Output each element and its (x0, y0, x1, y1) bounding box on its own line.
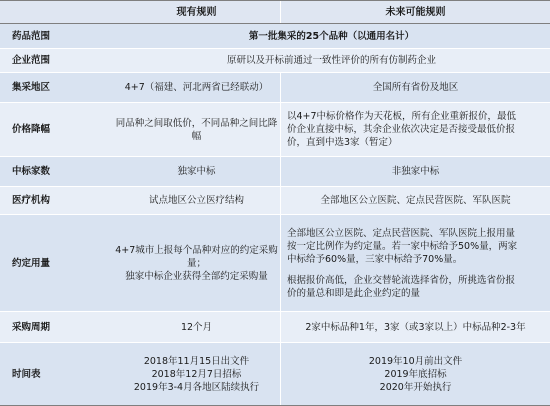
text-line: 4+7城市上报每个品种对应的约定采购量； (115, 244, 278, 269)
row-label: 药品范围 (0, 24, 113, 48)
header-empty-cell (0, 1, 113, 23)
text-line: 中标给予60%量，三家中标给予70%量。 (287, 253, 463, 265)
text-line: 2018年12月7日招标 (151, 368, 242, 380)
table-row (0, 73, 550, 102)
table-row (0, 187, 550, 214)
row-label: 医疗机构 (0, 187, 113, 214)
current-cell: 12个月 (113, 312, 281, 342)
row-label: 时间表 (0, 343, 113, 405)
future-cell (281, 343, 550, 405)
text-line: 2019年10月前出文件 (368, 355, 463, 367)
table-row (0, 24, 550, 48)
future-cell (281, 103, 550, 156)
text-line: 价，直到中选3家（暂定） (287, 137, 398, 148)
current-cell: 4+7（福建、河北两省已经联动） (113, 73, 281, 102)
row-label: 企业范围 (0, 49, 113, 72)
row-label: 采购周期 (0, 312, 113, 342)
text-line: 全部地区公立医院、定点民营医院、军队医院上报用量 (287, 227, 516, 239)
future-cell: 全部地区公立医院、定点民营医院、军队医院 (281, 187, 550, 214)
table-header-row (0, 1, 550, 23)
row-label: 集采地区 (0, 73, 113, 102)
merged-cell: 第一批集采的25个品种（以通用名计） (113, 24, 550, 48)
table-row (0, 157, 550, 186)
table-row (0, 215, 550, 311)
text-line: 独家中标企业获得全部约定采购量 (125, 270, 268, 282)
current-cell: 独家中标 (113, 157, 281, 186)
text-line: 按一定比例作为约定量。若一家中标给予50%量，两家 (287, 240, 518, 252)
text-line: 2018年11月15日出文件 (143, 355, 250, 367)
text-line: 价的量总和即是此企业约定的量 (287, 287, 421, 299)
text-line: 价企业直接中标，其余企业依次决定是否接受最低价报 (287, 124, 516, 135)
current-cell: 试点地区公立医疗结构 (113, 187, 281, 214)
table-row (0, 103, 550, 156)
text-line: 2020年开始执行 (379, 381, 452, 393)
future-cell: 2家中标品种1年，3家（或3家以上）中标品种2-3年 (281, 312, 550, 342)
table-row (0, 312, 550, 342)
text-line: 2019年3-4月各地区陆续执行 (133, 381, 260, 393)
header-current-rules: 现有规则 (113, 1, 281, 23)
future-cell (281, 215, 550, 311)
text-line: 2019年底招标 (384, 368, 447, 380)
text-line: 以4+7中标价格作为天花板，所有企业重新报价，最低 (287, 111, 517, 122)
text-line: 根据报价高低，企业交替轮流选择省份，所挑选省份报 (287, 274, 516, 286)
row-label: 约定用量 (0, 215, 113, 311)
future-cell: 全国所有省份及地区 (281, 73, 550, 102)
current-cell (113, 343, 281, 405)
current-cell: 同品种之间取低价，不同品种之间比降幅 (113, 103, 281, 156)
table-row (0, 343, 550, 405)
current-cell (113, 215, 281, 311)
table-row (0, 49, 550, 72)
row-label: 价格降幅 (0, 103, 113, 156)
merged-cell: 原研以及开标前通过一致性评价的所有仿制药企业 (113, 49, 550, 72)
header-future-rules: 未来可能规则 (281, 1, 550, 23)
row-label: 中标家数 (0, 157, 113, 186)
future-cell: 非独家中标 (281, 157, 550, 186)
